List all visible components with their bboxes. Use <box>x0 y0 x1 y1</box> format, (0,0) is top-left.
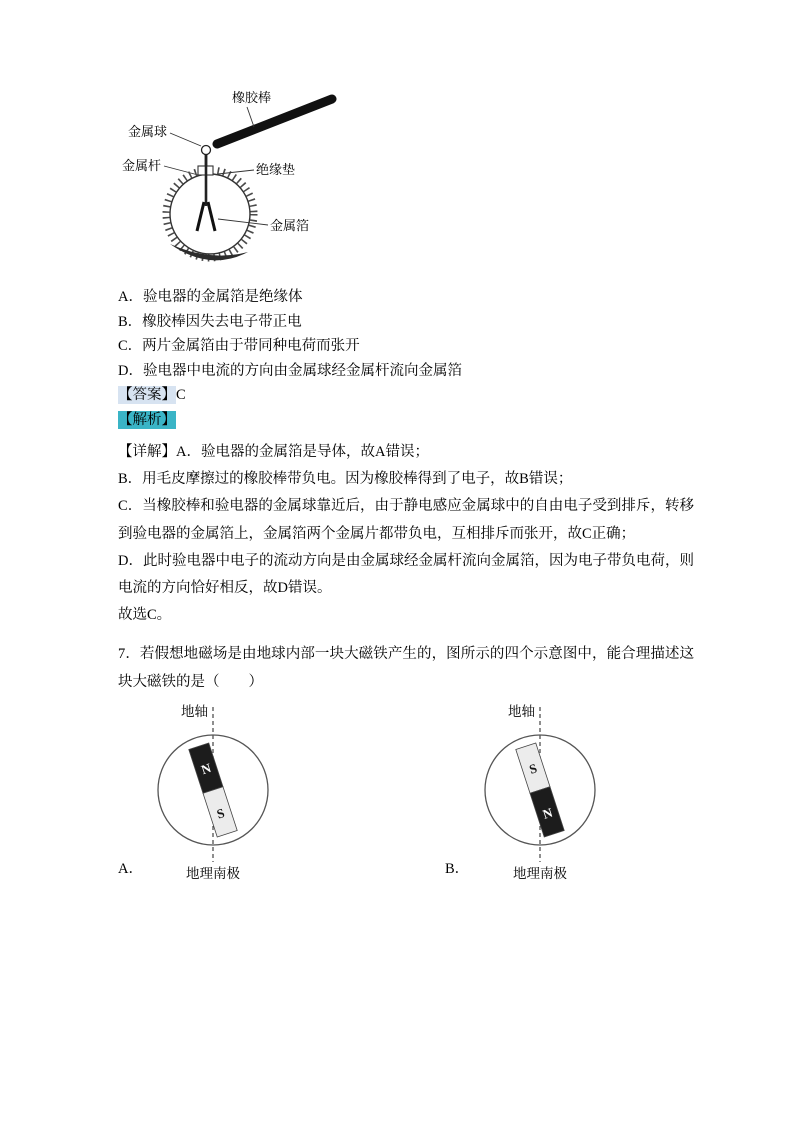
analysis-line <box>118 408 694 433</box>
insulating-pad-label: 绝缘垫 <box>256 162 296 177</box>
explanation-paragraph-c: C．当橡胶棒和验电器的金属球靠近后，由于静电感应金属球中的自由电子受到排斥，转移到验电器的金属箔上，金属箔两个金属片都带负电，互相排斥而张开，故C正确； <box>118 498 694 542</box>
q7-figures <box>118 702 694 884</box>
page-content <box>118 86 694 884</box>
explanation-paragraph-b: B．用毛皮摩擦过的橡胶棒带负电。因为橡胶棒得到了电子，故B错误； <box>118 471 573 488</box>
axis-label-b: 地轴 <box>508 703 535 719</box>
q6-option-c: C．两片金属箔由于带同种电荷而张开 <box>118 338 360 354</box>
explanation-conclusion: 故选C。 <box>118 607 172 624</box>
rubber-rod-shape <box>217 99 332 144</box>
axis-label-a: 地轴 <box>181 703 208 719</box>
earth-magnet-diagram-b <box>445 702 645 884</box>
explanation-block <box>118 439 694 629</box>
answer-tag: 【答案】 <box>118 387 176 403</box>
magnet-bottom-pole-letter-b: N <box>540 804 555 822</box>
q6-option-d: D．验电器中电流的方向由金属球经金属杆流向金属箔 <box>118 362 462 379</box>
bar-magnet-a <box>189 743 237 837</box>
q6-option-b: B．橡胶棒因失去电子带正电 <box>118 313 302 330</box>
metal-rod-label: 金属杆 <box>122 158 162 173</box>
explanation-paragraph-d: D．此时验电器中电子的流动方向是由金属球经金属杆流向金属箔，因为电子带负电荷，则电流的方向恰好相反，故D错误。 <box>118 552 694 597</box>
electroscope-figure <box>120 86 694 281</box>
answer-value: C <box>176 387 186 403</box>
q6-option-a: A．验电器的金属箔是绝缘体 <box>118 289 303 305</box>
analysis-tag: 【解析】 <box>118 412 176 428</box>
rubber-rod-leader-line <box>247 107 254 127</box>
explanation-paragraph-a: 【详解】A．验电器的金属箔是导体，故A错误； <box>118 444 429 460</box>
q6-options <box>118 285 694 383</box>
south-pole-label-a: 地理南极 <box>186 865 240 881</box>
q7-stem: 7．若假想地磁场是由地球内部一块大磁铁产生的，图所示的四个示意图中，能合理描述这块大磁铁的是（ ） <box>118 646 694 690</box>
bar-magnet-b <box>516 743 564 837</box>
answer-line <box>118 383 694 408</box>
magnet-bottom-pole-letter-a: S <box>214 804 227 822</box>
earth-magnet-diagram-a <box>118 702 318 884</box>
magnet-top-pole-letter-b: S <box>527 760 539 777</box>
figure-option-label-b: B． <box>445 860 470 877</box>
metal-ball-label: 金属球 <box>128 124 168 139</box>
q7-figure-b <box>445 702 645 884</box>
q7-figure-a <box>118 702 318 884</box>
figure-option-label-a: A． <box>118 860 143 877</box>
magnet-top-pole-letter-a: N <box>199 759 213 778</box>
metal-ball-shape <box>202 146 211 155</box>
rubber-rod-label: 橡胶棒 <box>232 90 272 105</box>
metal-ball-leader-line <box>170 133 201 146</box>
south-pole-label-b: 地理南极 <box>513 865 567 881</box>
metal-foil-label: 金属箔 <box>270 218 310 233</box>
electroscope-diagram <box>120 86 390 276</box>
